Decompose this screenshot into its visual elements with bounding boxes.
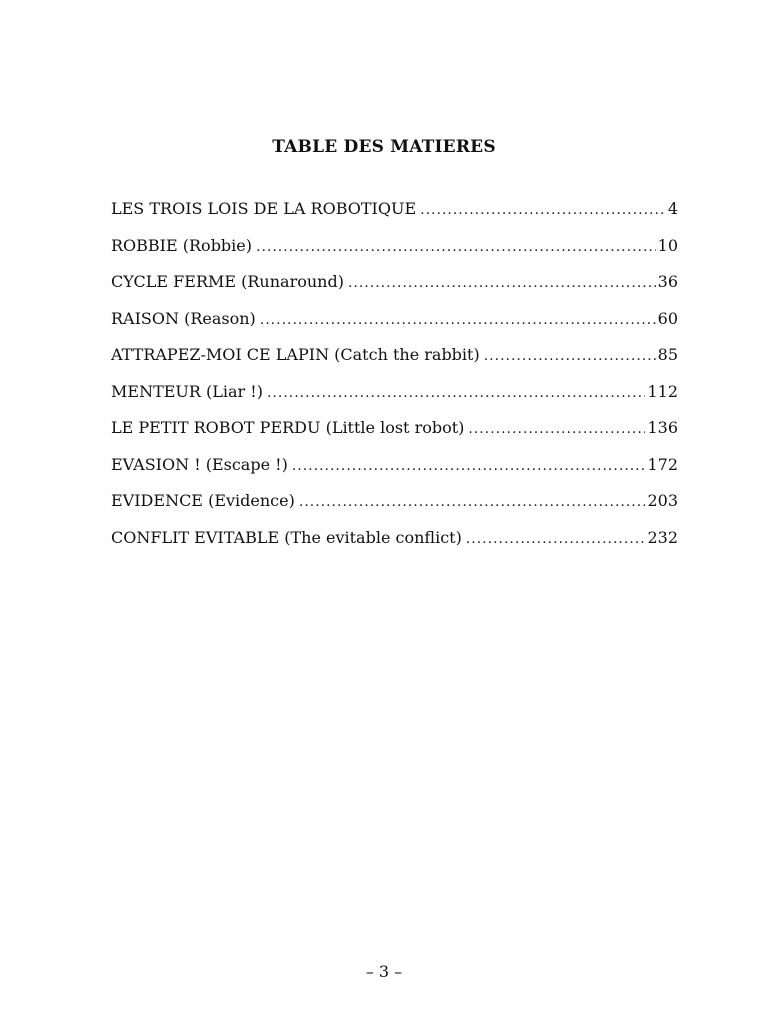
page-number: – 3 – <box>365 962 403 981</box>
toc-entry-page: 232 <box>647 527 678 547</box>
dot-leader <box>420 202 666 218</box>
dot-leader <box>260 312 656 328</box>
dot-leader <box>256 239 656 255</box>
toc-entry[interactable] <box>111 382 678 419</box>
toc-entry-title: EVIDENCE (Evidence) <box>111 491 295 510</box>
dot-leader <box>299 494 646 510</box>
toc-entry[interactable] <box>111 272 678 309</box>
toc-entry[interactable] <box>111 345 678 382</box>
toc-entry-title: LES TROIS LOIS DE LA ROBOTIQUE <box>111 199 417 218</box>
dot-leader <box>484 348 656 364</box>
toc-entry-title: ATTRAPEZ-MOI CE LAPIN (Catch the rabbit) <box>111 345 480 364</box>
toc-entry-title: CONFLIT EVITABLE (The evitable conflict) <box>111 527 462 547</box>
toc-entry-page: 112 <box>647 381 678 401</box>
toc-entry[interactable] <box>111 455 678 492</box>
toc-entry-title: RAISON (Reason) <box>111 308 256 328</box>
page-title: TABLE DES MATIERES <box>272 137 496 157</box>
toc-entry-title: MENTEUR (Liar !) <box>111 381 263 401</box>
toc-entry-title: ROBBIE (Robbie) <box>111 235 252 255</box>
toc-entry[interactable] <box>111 491 678 528</box>
toc-entry[interactable] <box>111 199 678 236</box>
toc-entry-page: 172 <box>647 454 678 474</box>
toc-entry-page: 136 <box>647 418 678 437</box>
toc-entry[interactable] <box>111 418 678 455</box>
toc-entry[interactable] <box>111 309 678 346</box>
toc-entry-page: 4 <box>667 199 678 218</box>
toc-entry-page: 85 <box>657 345 678 364</box>
toc-entry-page: 10 <box>657 235 678 255</box>
toc-entry-page: 36 <box>657 272 678 291</box>
dot-leader <box>466 531 646 547</box>
toc-entry[interactable] <box>111 236 678 273</box>
dot-leader <box>348 275 656 291</box>
table-of-contents <box>111 199 678 564</box>
toc-entry[interactable] <box>111 528 678 565</box>
toc-entry-title: LE PETIT ROBOT PERDU (Little lost robot) <box>111 418 465 437</box>
toc-entry-page: 60 <box>657 308 678 328</box>
toc-entry-page: 203 <box>647 491 678 510</box>
dot-leader <box>292 458 646 474</box>
toc-entry-title: EVASION ! (Escape !) <box>111 454 288 474</box>
dot-leader <box>468 421 645 437</box>
toc-entry-title: CYCLE FERME (Runaround) <box>111 272 344 291</box>
dot-leader <box>267 385 645 401</box>
